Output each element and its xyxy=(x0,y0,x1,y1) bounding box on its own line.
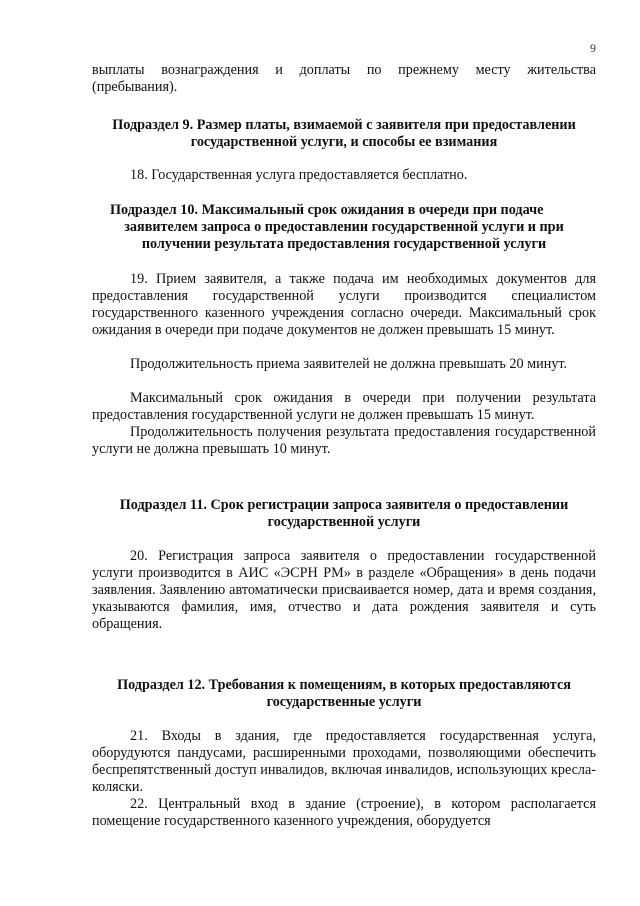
page-number: 9 xyxy=(590,41,596,55)
section-12-heading: Подраздел 12. Требования к помещениям, в которых предоставляются государственные услуги xyxy=(117,677,571,710)
section-9-heading: Подраздел 9. Размер платы, взимаемой с заявителя при предоставлении государственной услуги, и способы ее взимания xyxy=(112,117,576,150)
section-10-heading xyxy=(80,202,608,253)
paragraph-18: 18. Государственная услуга предоставляется бесплатно. xyxy=(130,167,468,183)
intro-line-1: выплаты вознаграждения и доплаты по прежнему месту жительства xyxy=(92,62,596,78)
paragraph-20: 20. Регистрация запроса заявителя о предоставлении государственной услуги производится в АИС «ЭСРН РМ» в разделе «Обращения» в день подачи заявления. Заявлению автоматически присваивается номер, дата и время создания, указываются фамилия, имя, отчество и дата рождения заявителя и суть обращения. xyxy=(92,548,596,632)
intro-paragraph xyxy=(92,62,596,96)
section-10-heading-line-2: заявителем запроса о предоставлении государственной услуги и при xyxy=(124,219,564,235)
paragraph-19-max-wait: Максимальный срок ожидания в очереди при получении результата предоставления государственной услуги не должен превышать 15 минут. xyxy=(92,390,596,423)
section-11-heading: Подраздел 11. Срок регистрации запроса заявителя о предоставлении государственной услуги xyxy=(119,497,569,530)
section-10-heading-line-3: получении результата предоставления государственной услуги xyxy=(141,236,547,252)
paragraph-19-result-duration: Продолжительность получения результата предоставления государственной услуги не должна превышать 10 минут. xyxy=(92,424,596,457)
section-10-heading-line-1: Подраздел 10. Максимальный срок ожидания в очереди при подаче xyxy=(110,202,544,218)
paragraph-21: 21. Входы в здания, где предоставляется государственная услуга, оборудуются пандусами, расширенными проходами, позволяющими обеспечить беспрепятственный доступ инвалидов, включая инвалидов, использующих кресла-коляски. xyxy=(92,728,596,795)
paragraph-19-duration: Продолжительность приема заявителей не должна превышать 20 минут. xyxy=(130,356,568,372)
paragraph-19: 19. Прием заявителя, а также подача им необходимых документов для предоставления государственной услуги производится специалистом государственного казенного учреждения согласно очереди. Максимальный срок ожидания в очереди при подаче документов не должен превышать 15 минут. xyxy=(92,271,596,338)
intro-line-2: (пребывания). xyxy=(92,79,178,95)
paragraph-22: 22. Центральный вход в здание (строение), в котором располагается помещение государственного казенного учреждения, оборудуется xyxy=(92,796,596,829)
